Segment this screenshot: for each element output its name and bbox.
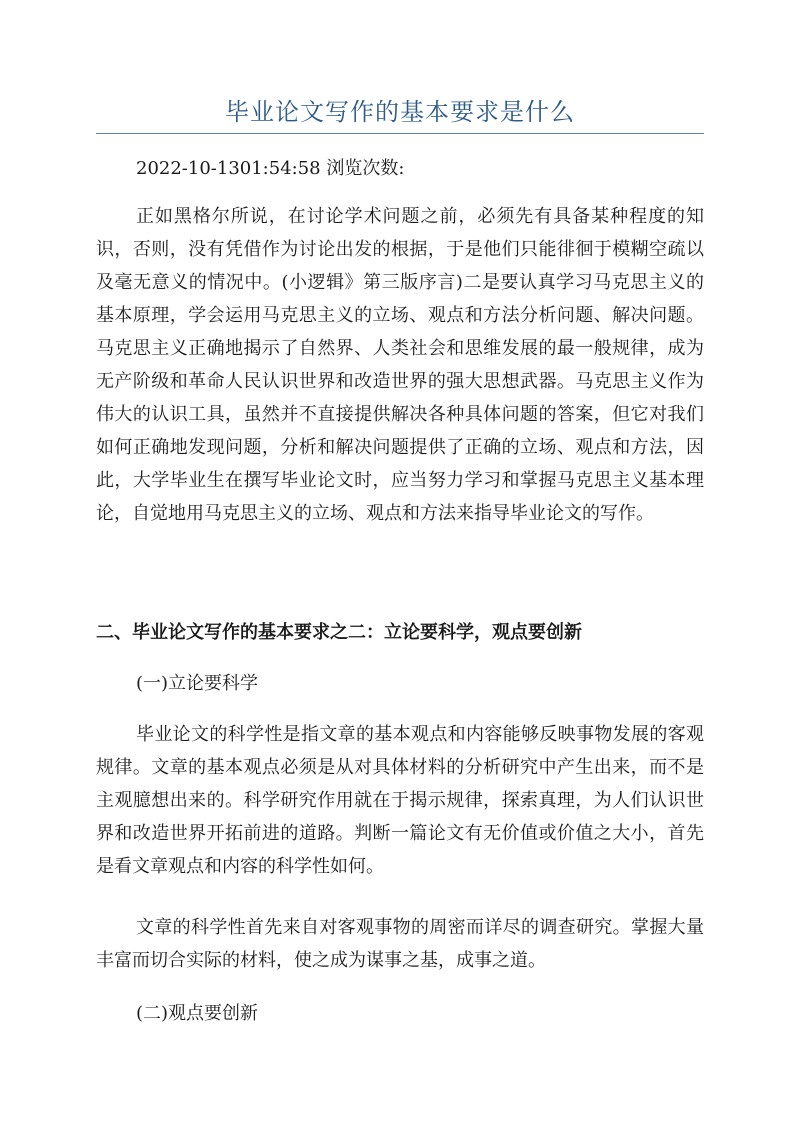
- page-title: 毕业论文写作的基本要求是什么: [225, 98, 575, 126]
- paragraph: 毕业论文的科学性是指文章的基本观点和内容能够反映事物发展的客观规律。文章的基本观点必须是从对具体材料的分析研究中产生出来，而不是主观臆想出来的。科学研究作用就在于揭示规律，探索真理，为人们认识世界和改造世界开拓前进的道路。判断一篇论文有无价值或价值之大小，首先是看文章观点和内容的科学性如何。: [96, 724, 704, 877]
- subsection-heading: (二)观点要创新: [136, 1003, 259, 1024]
- paragraph: 正如黑格尔所说，在讨论学术问题之前，必须先有具备某种程度的知识，否则，没有凭借作为讨论出发的根据，于是他们只能徘徊于模糊空疏以及毫无意义的情况中。(小逻辑》第三版序言)二是要认真学习马克思主义的基本原理，学会运用马克思主义的立场、观点和方法分析问题、解决问题。马克思主义正确地揭示了自然界、人类社会和思维发展的最一般规律，成为无产阶级和革命人民认识世界和改造世界的强大思想武器。马克思主义作为伟大的认识工具，虽然并不直接提供解决各种具体问题的答案，但它对我们如何正确地发现问题，分析和解决问题提供了正确的立场、观点和方法，因此，大学毕业生在撰写毕业论文时，应当努力学习和掌握马克思主义基本理论，自觉地用马克思主义的立场、观点和方法来指导毕业论文的写作。: [96, 206, 704, 524]
- title-underline: [96, 133, 704, 134]
- section-heading: 二、毕业论文写作的基本要求之二：立论要科学，观点要创新: [96, 622, 582, 643]
- paragraph: 文章的科学性首先来自对客观事物的周密而详尽的调查研究。掌握大量丰富而切合实际的材料，使之成为谋事之基，成事之道。: [96, 917, 704, 971]
- subsection-heading: (一)立论要科学: [136, 673, 259, 694]
- publish-meta: 2022-10-1301:54:58 浏览次数:: [136, 158, 405, 179]
